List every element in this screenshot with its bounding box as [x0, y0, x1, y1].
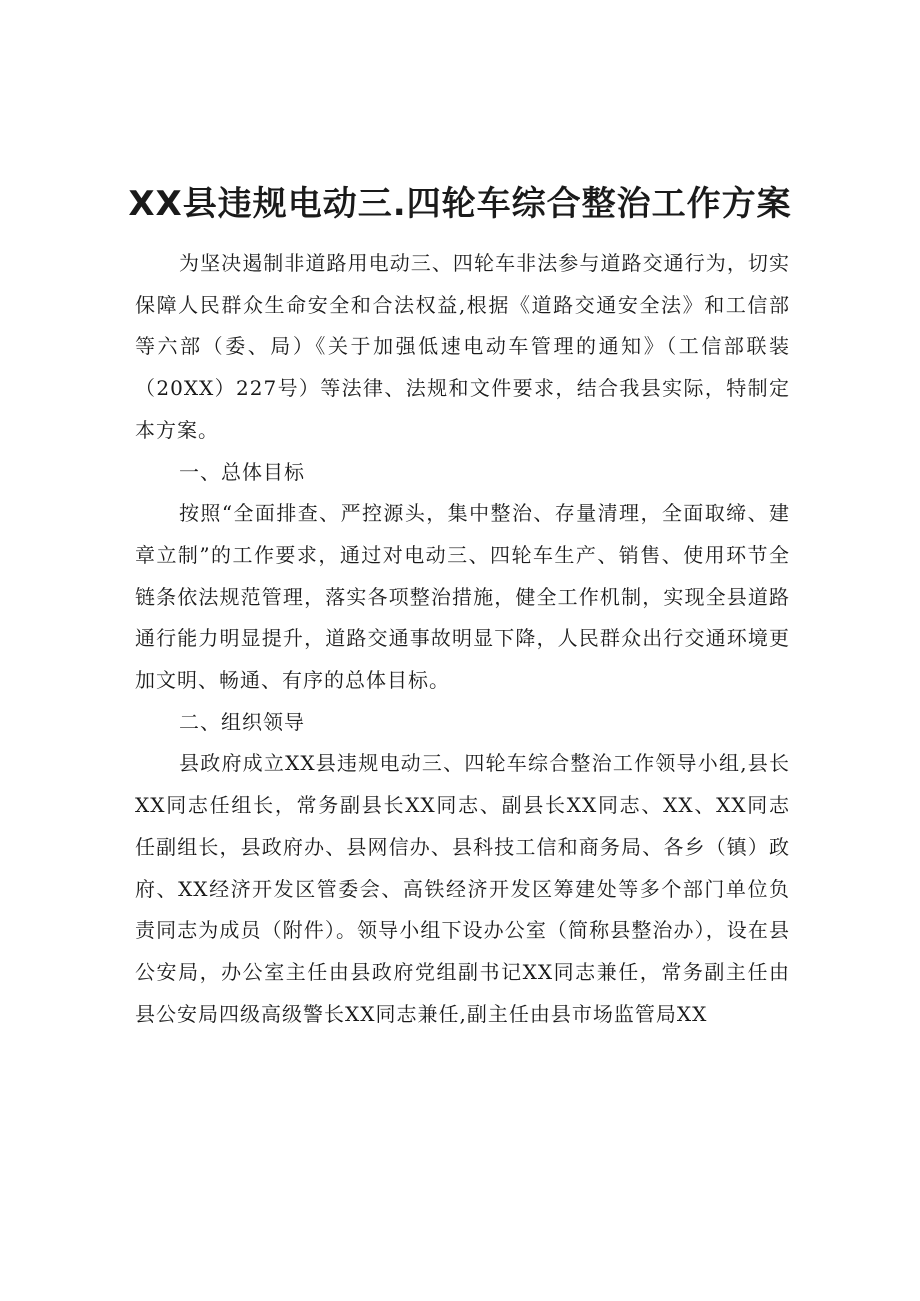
- goal-paragraph: 按照“全面排查、严控源头，集中整治、存量清理，全面取缔、建章立制”的工作要求，通过对电动三、四轮车生产、销售、使用环节全链条依法规范管理，落实各项整治措施，健全工作机制，实现全县道路通行能力明显提升，道路交通事故明显下降，人民群众出行交通环境更加文明、畅通、有序的总体目标。: [135, 501, 790, 693]
- organization-paragraph: 县政府成立XX县违规电动三、四轮车综合整治工作领导小组,县长XX同志任组长，常务副县长XX同志、副县长XX同志、XX、XX同志任副组长，县政府办、县网信办、县科技工信和商务局、各乡（镇）政府、XX经济开发区管委会、高铁经济开发区筹建处等多个部门单位负责同志为成员（附件）。领导小组下设办公室（简称县整治办），设在县公安局，办公室主任由县政府党组副书记XX同志兼任，常务副主任由县公安局四级高级警长XX同志兼任,副主任由县市场监管局XX: [135, 751, 790, 1026]
- section-heading-organization: 二、组织领导: [179, 709, 305, 734]
- document-title: XX县违规电动三.四轮车综合整治工作方案: [128, 184, 792, 224]
- document-body: [135, 243, 790, 1035]
- intro-paragraph: 为坚决遏制非道路用电动三、四轮车非法参与道路交通行为，切实保障人民群众生命安全和合法权益,根据《道路交通安全法》和工信部等六部（委、局）《关于加强低速电动车管理的通知》（工信部联装（20XX）227号）等法律、法规和文件要求，结合我县实际，特制定本方案。: [135, 251, 790, 442]
- section-heading-overall-goal: 一、总体目标: [179, 459, 305, 484]
